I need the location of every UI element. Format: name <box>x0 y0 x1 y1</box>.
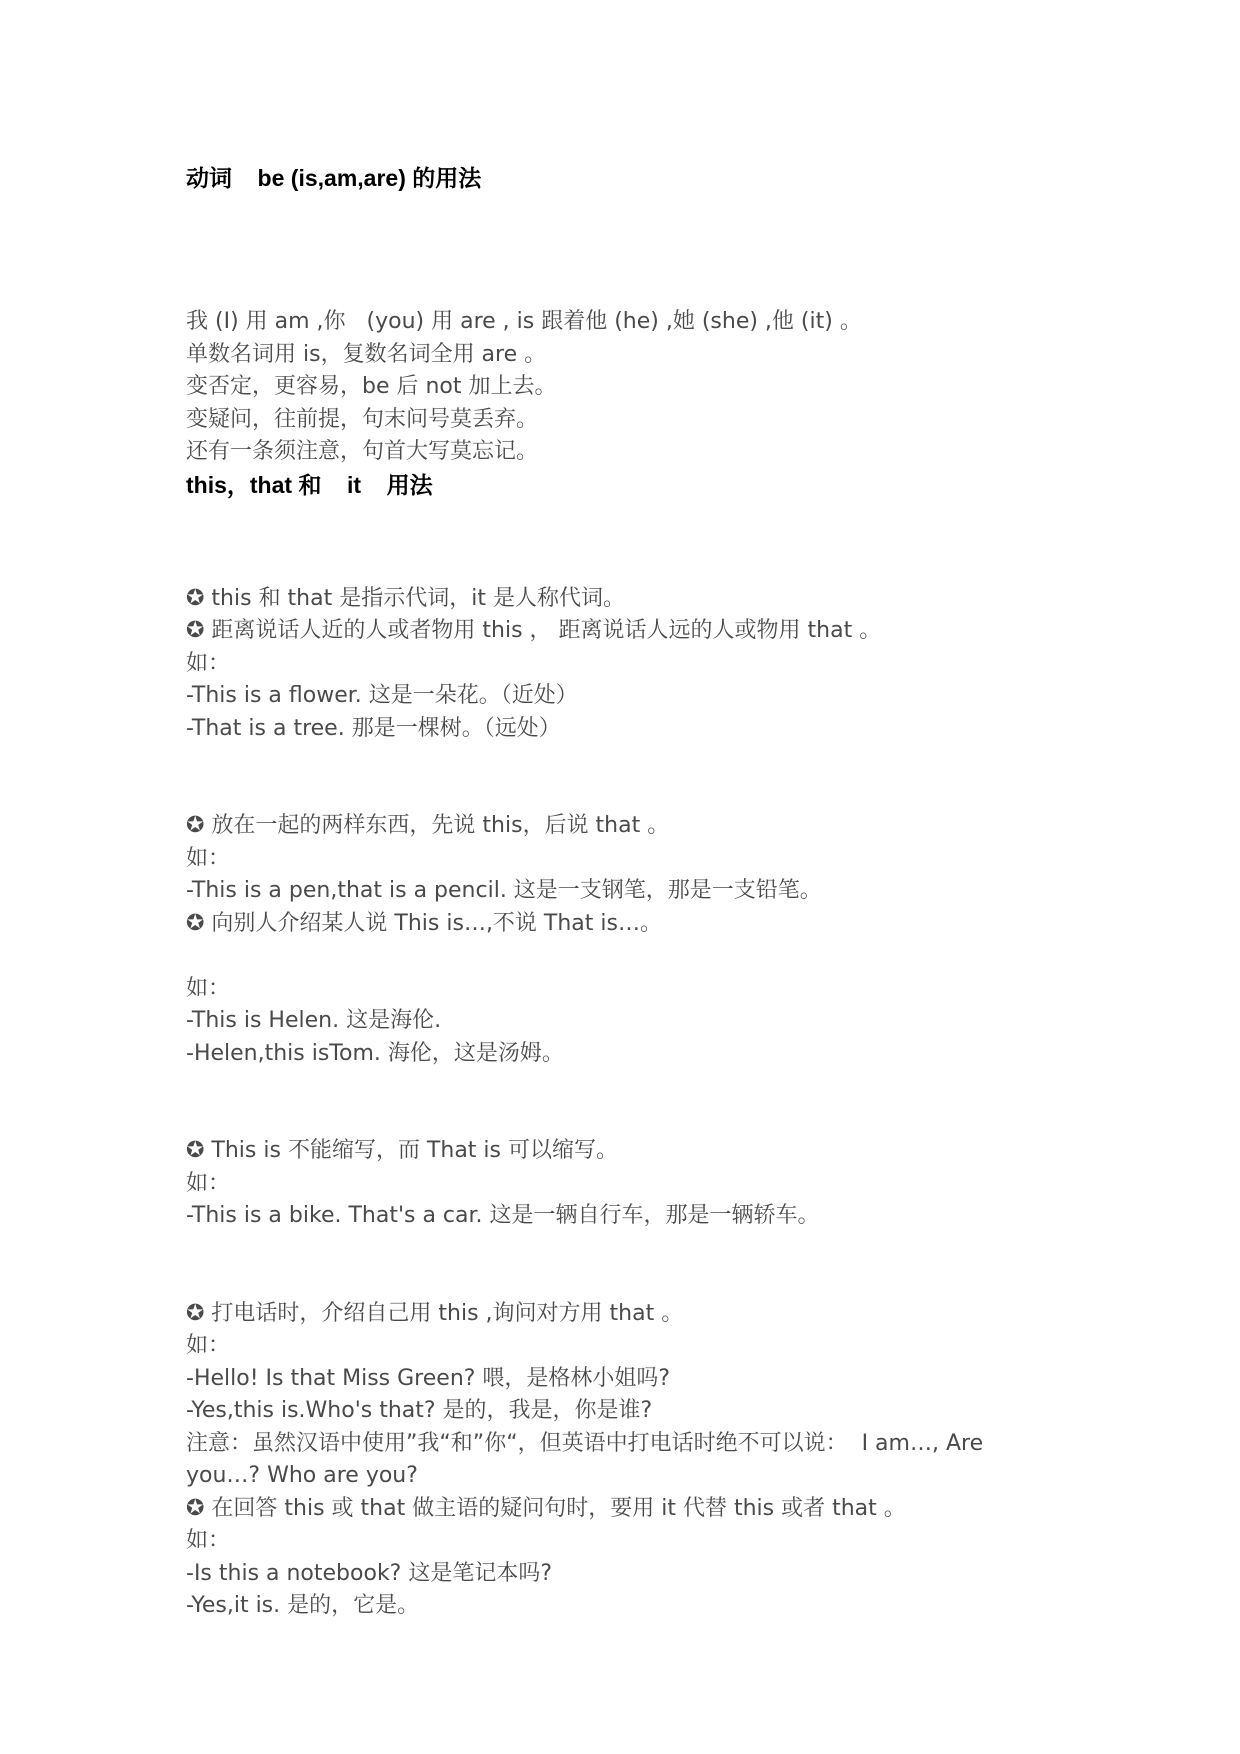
rule-line: ✪ 在回答 this 或 that 做主语的疑问句时，要用 it 代替 this 或者 that 。 <box>186 1495 906 1521</box>
example-label: 如： <box>186 650 231 676</box>
section-demonstratives <box>186 583 1066 746</box>
example-line: -That is a tree. 那是一棵树。（远处） <box>186 715 561 741</box>
spacer <box>186 1233 1066 1298</box>
rhyme-line: 变否定，更容易，be 后 not 加上去。 <box>186 374 557 399</box>
example-line: -Is this a notebook? 这是笔记本吗? <box>186 1560 553 1586</box>
document-page <box>186 162 1066 1623</box>
rhyme-line: 还有一条须注意，句首大写莫忘记。 <box>186 439 539 464</box>
spacer <box>186 745 1066 810</box>
rhyme-line: 变疑问，往前提，句末问号莫丢弃。 <box>186 406 539 432</box>
example-line: -This is a bike. That's a car. 这是一辆自行车，那是一辆轿车。 <box>186 1203 820 1228</box>
example-label: 如： <box>186 975 231 1001</box>
example-line: -This is Helen. 这是海伦. <box>186 1008 442 1033</box>
example-line: -Hello! Is that Miss Green? 喂，是格林小姐吗? <box>186 1365 671 1391</box>
rule-line: ✪ This is 不能缩写，而 That is 可以缩写。 <box>186 1138 618 1163</box>
section-introduce <box>186 973 1066 1071</box>
rule-line: ✪ 打电话时，介绍自己用 this ,询问对方用 that 。 <box>186 1300 684 1326</box>
section-contraction <box>186 1135 1066 1233</box>
example-line: -Helen,this isTom. 海伦，这是汤姆。 <box>186 1040 564 1066</box>
spacer <box>186 940 1066 973</box>
rhyme-line: 单数名词用 is，复数名词全用 are 。 <box>186 341 547 367</box>
rule-line: ✪ 向别人介绍某人说 This is…,不说 That is…。 <box>186 910 662 936</box>
section-order <box>186 810 1066 940</box>
example-line: -This is a pen,that is a pencil. 这是一支钢笔，那是一支铅笔。 <box>186 878 822 903</box>
section-telephone <box>186 1298 1066 1623</box>
rule-line: ✪ 放在一起的两样东西，先说 this，后说 that 。 <box>186 813 670 838</box>
note-line: 注意：虽然汉语中使用”我“和”你“，但英语中打电话时绝不可以说： I am…, Are <box>186 1430 984 1456</box>
note-line: you…? Who are you? <box>186 1463 418 1488</box>
example-label: 如： <box>186 1528 231 1553</box>
example-label: 如： <box>186 1170 231 1196</box>
spacer <box>186 501 1066 583</box>
heading-be-verb: 动词 be (is,am,are) 的用法 <box>186 165 482 191</box>
example-line: -This is a flower. 这是一朵花。（近处） <box>186 683 578 708</box>
heading-this-that-it: this，that 和 it 用法 <box>186 471 433 498</box>
example-label: 如： <box>186 845 231 871</box>
example-line: -Yes,it is. 是的，它是。 <box>186 1593 420 1618</box>
rhyme-line: 我 (I) 用 am ,你 (you) 用 are , is 跟着他 (he) ,她 (she) ,他 (it) 。 <box>186 309 862 334</box>
rhyme-block <box>186 306 1066 469</box>
rule-line: ✪ 距离说话人近的人或者物用 this ， 距离说话人远的人或物用 that 。 <box>186 618 882 643</box>
example-label: 如： <box>186 1333 231 1358</box>
example-line: -Yes,this is.Who's that? 是的，我是，你是谁? <box>186 1398 653 1423</box>
spacer <box>186 1070 1066 1135</box>
spacer <box>186 194 1066 306</box>
rule-line: ✪ this 和 that 是指示代词，it 是人称代词。 <box>186 585 625 611</box>
